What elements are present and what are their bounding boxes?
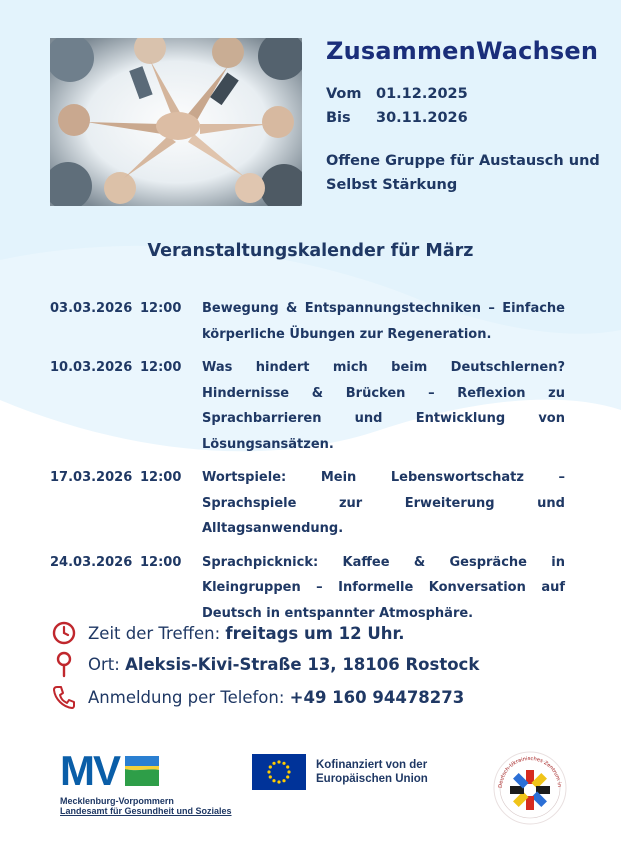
location-value: Aleksis-Kivi-Straße 13, 18106 Rostock [125, 654, 480, 674]
clock-icon [50, 619, 78, 647]
event-description: Was hindert mich beim Deutschlernen? Hindernisse & Brücken – Reflexion zu Sprachbarrieren und Entwicklung von Lösungsansätzen. [202, 360, 565, 452]
date-to: 30.11.2026 [376, 110, 468, 126]
event-time: 12:00 [140, 301, 182, 316]
mv-flag-icon [125, 756, 159, 786]
meeting-time-value: freitags um 12 Uhr. [225, 623, 405, 643]
mv-caption-state: Mecklenburg-Vorpommern [60, 796, 174, 806]
date-from-label: Vom [326, 86, 362, 102]
event-date: 03.03.2026 [50, 301, 133, 316]
eu-flag-icon [252, 754, 306, 790]
meeting-time-label: Zeit der Treffen: [88, 623, 221, 643]
group-subtitle: Offene Gruppe für Austausch und Selbst Stärkung [326, 153, 600, 193]
mv-logo [60, 747, 159, 794]
event-date: 10.03.2026 [50, 360, 133, 375]
location-label: Ort: [88, 654, 120, 674]
eu-cofunding-logo [252, 754, 428, 790]
event-time: 12:00 [140, 554, 182, 570]
header-photo [50, 38, 302, 206]
location-info [50, 650, 590, 678]
event-description: Bewegung & Entspannungstechniken – Einfache körperliche Übungen zur Regeneration. [202, 301, 565, 342]
date-to-label: Bis [326, 110, 351, 126]
event-row [50, 465, 565, 542]
event-row [50, 296, 565, 347]
event-description: Sprachpicknick: Kaffee & Gespräche in Kleingruppen – Informelle Konversation auf Deutsch in entspannter Atmosphäre. [202, 554, 565, 621]
page-title: ZusammenWachsen [326, 37, 599, 65]
location-pin-icon [50, 650, 78, 678]
event-date: 24.03.2026 [50, 554, 133, 570]
meeting-time-info [50, 619, 590, 647]
phone-value[interactable]: +49 160 94478273 [289, 687, 465, 707]
event-row [50, 355, 565, 457]
date-range [326, 82, 468, 130]
phone-label: Anmeldung per Telefon: [88, 687, 285, 707]
event-date: 17.03.2026 [50, 470, 133, 485]
seal-text: Deutsch-Ukrainisches Zentrum in [497, 755, 563, 789]
eu-line-2: Europäischen Union [316, 773, 428, 785]
event-row [50, 550, 565, 627]
eu-line-1: Kofinanziert von der [316, 759, 428, 771]
calendar-heading: Veranstaltungskalender für März [147, 241, 474, 261]
event-list [50, 296, 565, 634]
association-seal-logo [492, 750, 568, 830]
mv-logo-text: MV [60, 747, 119, 794]
event-description: Wortspiele: Mein Lebenswortschatz – Sprachspiele zur Erweiterung und Alltagsanwendung. [202, 470, 565, 536]
phone-icon [50, 683, 78, 711]
date-from: 01.12.2025 [376, 86, 468, 102]
event-time: 12:00 [140, 360, 182, 375]
mv-caption-office[interactable]: Landesamt für Gesundheit und Soziales [60, 806, 232, 816]
event-time: 12:00 [140, 470, 182, 485]
phone-info [50, 683, 590, 711]
